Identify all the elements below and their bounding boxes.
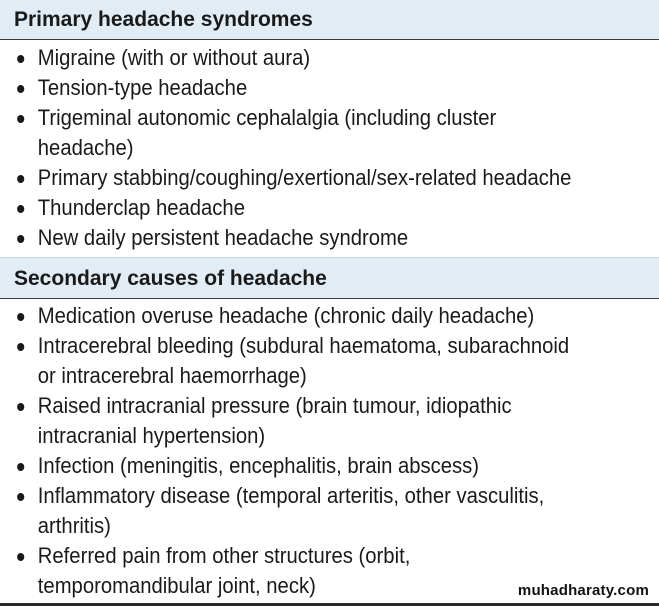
list-item: Inflammatory disease (temporal arteritis, other vasculitis, arthritis) [0, 481, 594, 541]
list-item: Medication overuse headache (chronic daily headache) [0, 301, 594, 331]
list-item: Migraine (with or without aura) [0, 43, 594, 73]
list-item: Primary stabbing/coughing/exertional/sex-related headache [0, 163, 594, 193]
list-item: Thunderclap headache [0, 193, 594, 223]
list-item: Raised intracranial pressure (brain tumour, idiopathic intracranial hypertension) [0, 391, 594, 451]
primary-section-heading: Primary headache syndromes [0, 0, 659, 40]
list-item: Infection (meningitis, encephalitis, brain abscess) [0, 451, 594, 481]
primary-syndromes-list [0, 43, 659, 253]
list-item: Trigeminal autonomic cephalalgia (including cluster headache) [0, 103, 594, 163]
secondary-section-heading: Secondary causes of headache [0, 257, 659, 299]
secondary-causes-list [0, 301, 659, 601]
list-item: New daily persistent headache syndrome [0, 223, 594, 253]
watermark: muhadharaty.com [517, 582, 649, 599]
list-item: Referred pain from other structures (orbit, temporomandibular joint, neck) [0, 541, 594, 601]
list-item: Tension-type headache [0, 73, 594, 103]
list-item: Intracerebral bleeding (subdural haematoma, subarachnoid or intracerebral haemorrhage) [0, 331, 594, 391]
